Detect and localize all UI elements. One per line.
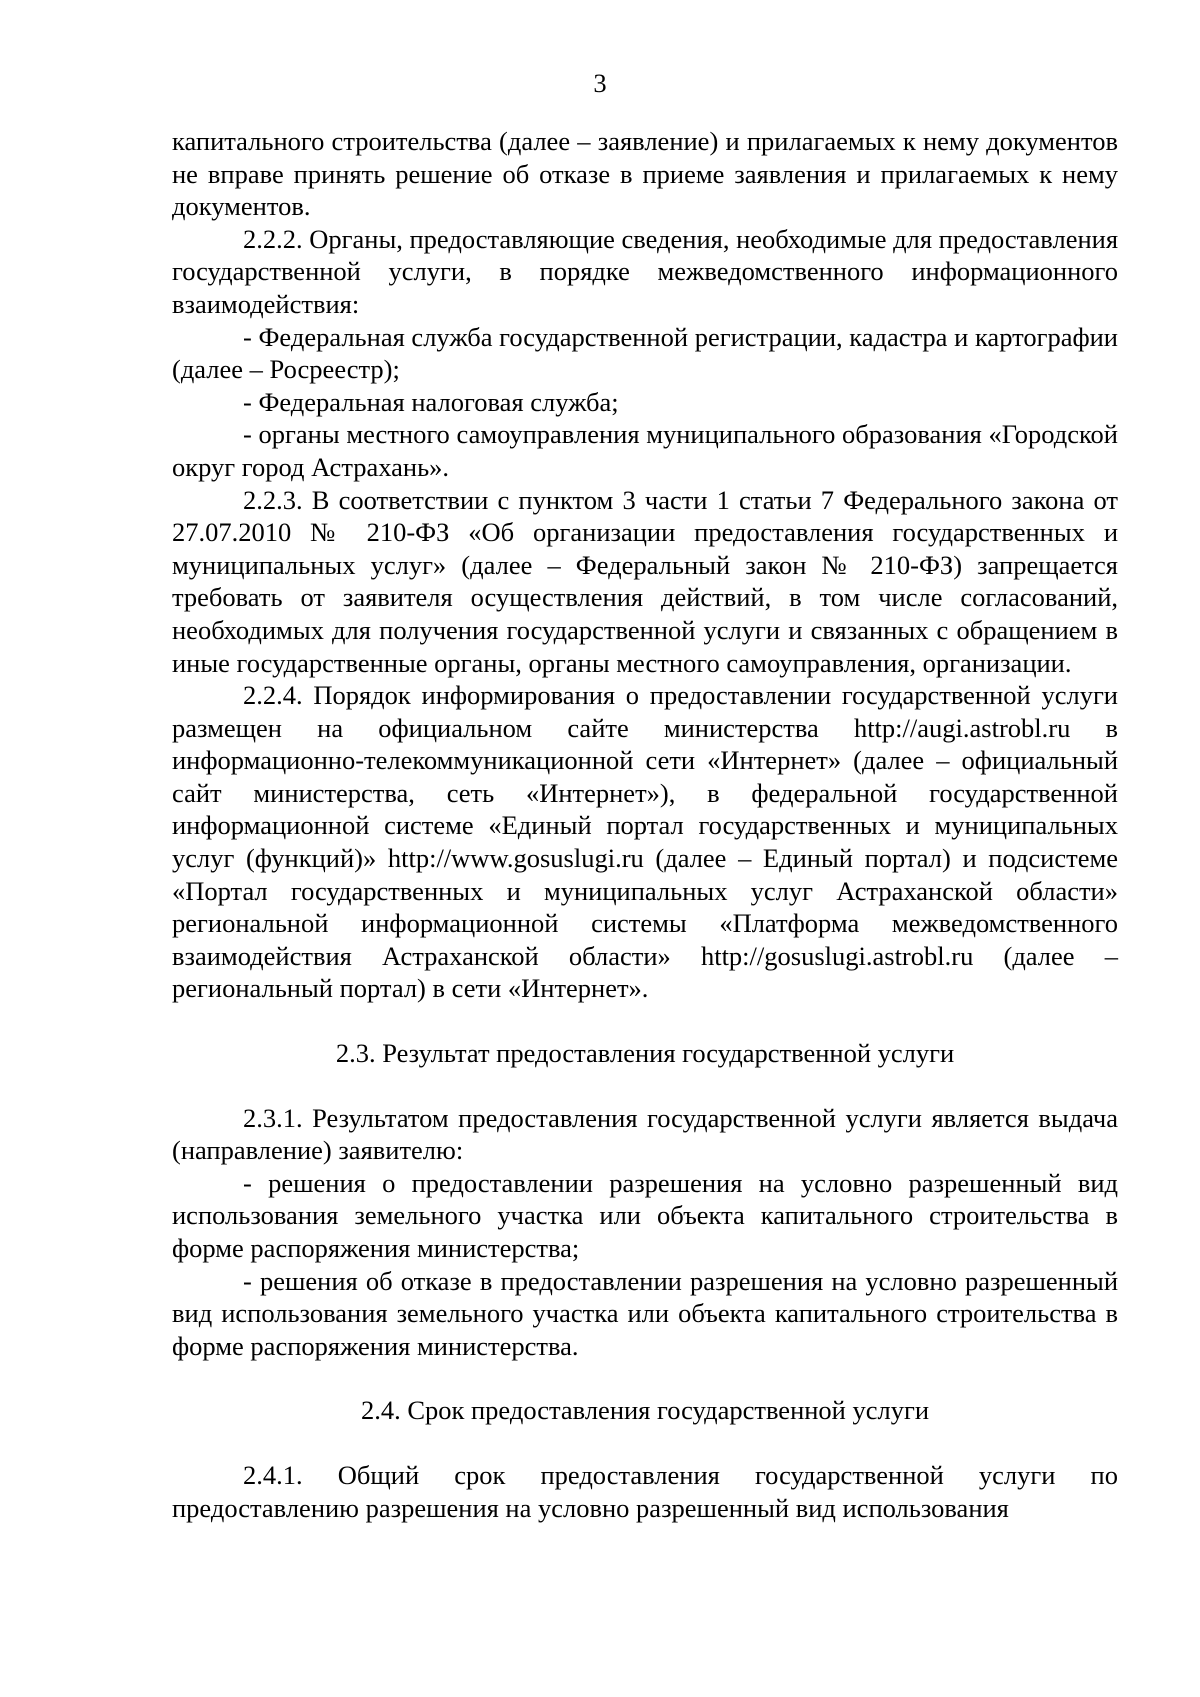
section-heading-2-4: 2.4. Срок предоставления государственной услуги [360, 1395, 930, 1426]
section-2-3 [172, 1102, 1118, 1363]
list-item-tax-service: - Федеральная налоговая служба; [243, 386, 619, 417]
list-item-local-government: - органы местного самоуправления муниципального образования «Городской округ город Астрахань». [172, 419, 1118, 482]
list-item-rosreestr: - Федеральная служба государственной регистрации, кадастра и картографии (далее – Росреестр); [172, 321, 1118, 385]
page-number: 3 [593, 68, 607, 98]
paragraph: капитального строительства (далее – заявление) и прилагаемых к нему документов не вправе принять решение об отказе в приеме заявления и прилагаемых к нему документов. [172, 126, 1118, 222]
paragraph-2-2-4: 2.2.4. Порядок информирования о предоставлении государственной услуги размещен на официальном сайте министерства http://augi.astrobl.ru в информационно-телекоммуникационной сети «Интернет» (далее – официальный сайт министерства, сеть «Интернет»), в федеральной государственной информационной системе «Единый портал государственных и муниципальных услуг (функций)» http://www.gosuslugi.ru (далее – Единый портал) и подсистеме «Портал государственных и муниципальных услуг Астраханской области» региональной информационной системы «Платформа межведомственного взаимодействия Астраханской области» http://gosuslugi.astrobl.ru (далее – региональный портал) в сети «Интернет». [172, 680, 1118, 1004]
paragraph-2-4-1: 2.4.1. Общий срок предоставления государственной услуги по предоставлению разрешения на условно разрешенный вид использования [172, 1459, 1118, 1523]
section-2-4 [172, 1459, 1118, 1524]
section-heading-2-3: 2.3. Результат предоставления государственной услуги [335, 1038, 955, 1069]
paragraph-2-2-3: 2.2.3. В соответствии с пунктом 3 части 1 статьи 7 Федерального закона от 27.07.2010 № 210-ФЗ «Об организации предоставления государственных и муниципальных услуг» (далее – Федеральный закон № 210-ФЗ) запрещается требовать от заявителя осуществления действий, в том числе согласований, необходимых для получения государственной услуги и связанных с обращением в иные государственные органы, органы местного самоуправления, организации. [172, 484, 1118, 678]
list-item-refusal-decision: - решения об отказе в предоставлении разрешения на условно разрешенный вид использования земельного участка или объекта капитального строительства в форме распоряжения министерства. [172, 1265, 1118, 1361]
document-body [172, 125, 1118, 1524]
paragraph-2-2-2: 2.2.2. Органы, предоставляющие сведения, необходимые для предоставления государственной услуги, в порядке межведомственного информационного взаимодействия: [172, 223, 1119, 319]
list-item-permit-decision: - решения о предоставлении разрешения на условно разрешенный вид использования земельного участка или объекта капитального строительства в форме распоряжения министерства; [172, 1167, 1118, 1263]
section-2-2-continued [172, 125, 1118, 1005]
paragraph-2-3-1: 2.3.1. Результатом предоставления государственной услуги является выдача (направление) заявителю: [172, 1102, 1118, 1166]
